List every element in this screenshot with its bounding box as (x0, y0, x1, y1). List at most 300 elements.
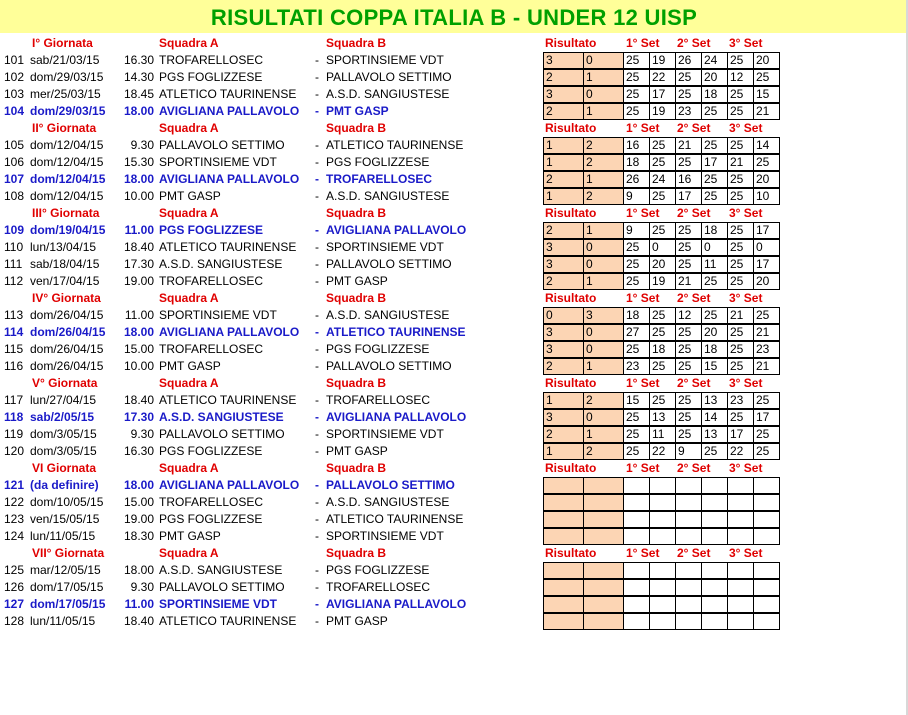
set-score-cell[interactable] (727, 613, 754, 630)
set-score-cell[interactable]: 18 (701, 86, 728, 103)
set-score-cell[interactable]: 9 (623, 188, 650, 205)
set-score-cell[interactable]: 25 (701, 443, 728, 460)
team-a: PMT GASP (159, 359, 221, 373)
set-score-cell[interactable]: 25 (753, 426, 780, 443)
match-row (0, 409, 780, 426)
set-score-cell[interactable] (649, 596, 676, 613)
team-separator: - (315, 580, 319, 594)
set-score-cell[interactable] (753, 562, 780, 579)
team-b: PALLAVOLO SETTIMO (326, 70, 452, 84)
score-a-cell[interactable] (543, 596, 584, 613)
set-score-cell[interactable]: 25 (701, 307, 728, 324)
header-risultato: Risultato (545, 376, 597, 390)
set-score-cell[interactable]: 11 (649, 426, 676, 443)
set-score-cell[interactable]: 22 (649, 69, 676, 86)
match-date: dom/29/03/15 (30, 70, 104, 84)
set-score-cell[interactable]: 25 (675, 222, 702, 239)
set-score-cell[interactable]: 18 (623, 307, 650, 324)
score-b-cell[interactable]: 3 (583, 307, 624, 324)
set-score-cell[interactable]: 25 (675, 392, 702, 409)
team-b: PGS FOGLIZZESE (326, 563, 430, 577)
set-score-cell[interactable]: 25 (623, 426, 650, 443)
match-date: dom/26/04/15 (30, 325, 106, 339)
match-row (0, 222, 780, 239)
team-separator: - (315, 240, 319, 254)
match-date: dom/12/04/15 (30, 172, 106, 186)
set-score-cell[interactable] (753, 613, 780, 630)
set-score-cell[interactable]: 25 (623, 273, 650, 290)
set-score-cell[interactable]: 25 (623, 443, 650, 460)
set-score-cell[interactable]: 25 (623, 256, 650, 273)
set-score-cell[interactable]: 18 (701, 341, 728, 358)
score-a-cell[interactable] (543, 613, 584, 630)
set-score-cell[interactable] (675, 613, 702, 630)
match-row (0, 562, 780, 579)
set-score-cell[interactable] (623, 494, 650, 511)
giornata-label: VII° Giornata (32, 546, 105, 560)
score-a-cell[interactable]: 3 (543, 341, 584, 358)
score-a-cell[interactable]: 2 (543, 358, 584, 375)
set-score-cell[interactable]: 25 (701, 188, 728, 205)
set-score-cell[interactable]: 19 (649, 273, 676, 290)
match-number: 120 (4, 444, 25, 458)
team-separator: - (315, 563, 319, 577)
set-score-cell[interactable]: 15 (753, 86, 780, 103)
score-a-cell[interactable] (543, 579, 584, 596)
set-score-cell[interactable]: 25 (649, 358, 676, 375)
set-score-cell[interactable]: 0 (753, 239, 780, 256)
set-score-cell[interactable] (727, 477, 754, 494)
score-b-cell[interactable]: 2 (583, 154, 624, 171)
set-score-cell[interactable]: 25 (701, 273, 728, 290)
set-score-cell[interactable]: 26 (675, 52, 702, 69)
set-score-cell[interactable]: 25 (675, 341, 702, 358)
giornata-header (0, 460, 780, 477)
set-score-cell[interactable]: 18 (623, 154, 650, 171)
team-separator: - (315, 495, 319, 509)
set-score-cell[interactable] (701, 562, 728, 579)
score-b-cell[interactable]: 1 (583, 222, 624, 239)
set-score-cell[interactable]: 9 (675, 443, 702, 460)
set-score-cell[interactable]: 25 (727, 171, 754, 188)
set-score-cell[interactable]: 18 (701, 222, 728, 239)
set-score-cell[interactable]: 11 (701, 256, 728, 273)
set-score-cell[interactable] (623, 562, 650, 579)
score-b-cell[interactable]: 0 (583, 86, 624, 103)
match-date: dom/12/04/15 (30, 138, 104, 152)
match-number: 113 (4, 308, 24, 322)
score-a-cell[interactable]: 3 (543, 256, 584, 273)
set-score-cell[interactable] (701, 494, 728, 511)
header-risultato: Risultato (545, 461, 597, 475)
score-b-cell[interactable]: 2 (583, 137, 624, 154)
match-number: 104 (4, 104, 25, 118)
match-number: 116 (4, 359, 24, 373)
set-score-cell[interactable] (727, 511, 754, 528)
set-score-cell[interactable]: 23 (727, 392, 754, 409)
team-b: SPORTINSIEME VDT (326, 240, 444, 254)
match-number: 127 (4, 597, 25, 611)
set-score-cell[interactable]: 25 (675, 256, 702, 273)
score-b-cell[interactable] (583, 596, 624, 613)
header-risultato: Risultato (545, 546, 597, 560)
set-score-cell[interactable]: 25 (727, 137, 754, 154)
set-score-cell[interactable] (623, 579, 650, 596)
set-score-cell[interactable]: 25 (675, 409, 702, 426)
match-number: 124 (4, 529, 25, 543)
match-row (0, 256, 780, 273)
match-number: 105 (4, 138, 25, 152)
score-a-cell[interactable]: 1 (543, 137, 584, 154)
set-score-cell[interactable]: 25 (727, 273, 754, 290)
team-separator: - (315, 87, 319, 101)
set-score-cell[interactable] (675, 528, 702, 545)
set-score-cell[interactable]: 25 (753, 443, 780, 460)
set-score-cell[interactable]: 25 (649, 222, 676, 239)
set-score-cell[interactable]: 25 (623, 341, 650, 358)
set-score-cell[interactable]: 20 (649, 256, 676, 273)
set-score-cell[interactable]: 21 (753, 358, 780, 375)
team-a: AVIGLIANA PALLAVOLO (159, 172, 300, 186)
set-score-cell[interactable]: 25 (623, 69, 650, 86)
score-b-cell[interactable]: 2 (583, 392, 624, 409)
giornata-header (0, 290, 780, 307)
set-score-cell[interactable] (649, 613, 676, 630)
set-score-cell[interactable] (727, 528, 754, 545)
giornata-label: IV° Giornata (32, 291, 101, 305)
team-a: SPORTINSIEME VDT (159, 308, 277, 322)
match-time: 15.00 (123, 495, 154, 509)
match-date: ven/15/05/15 (30, 512, 100, 526)
match-time: 18.00 (123, 325, 154, 339)
set-score-cell[interactable] (675, 562, 702, 579)
set-score-cell[interactable]: 21 (753, 324, 780, 341)
match-date: dom/17/05/15 (30, 580, 104, 594)
set-score-cell[interactable]: 25 (675, 86, 702, 103)
score-b-cell[interactable]: 0 (583, 52, 624, 69)
set-score-cell[interactable]: 17 (753, 409, 780, 426)
giornata-label: II° Giornata (32, 121, 97, 135)
set-score-cell[interactable]: 25 (675, 69, 702, 86)
set-score-cell[interactable]: 24 (649, 171, 676, 188)
set-score-cell[interactable]: 26 (623, 171, 650, 188)
set-score-cell[interactable]: 25 (675, 358, 702, 375)
set-score-cell[interactable]: 25 (675, 239, 702, 256)
set-score-cell[interactable]: 25 (675, 324, 702, 341)
set-score-cell[interactable]: 25 (753, 307, 780, 324)
set-score-cell[interactable] (649, 477, 676, 494)
set-score-cell[interactable]: 25 (701, 171, 728, 188)
team-a: A.S.D. SANGIUSTESE (159, 563, 283, 577)
match-number: 107 (4, 172, 25, 186)
set-score-cell[interactable]: 25 (727, 409, 754, 426)
score-a-cell[interactable]: 2 (543, 103, 584, 120)
set-score-cell[interactable]: 25 (623, 52, 650, 69)
score-a-cell[interactable] (543, 494, 584, 511)
set-score-cell[interactable]: 25 (727, 358, 754, 375)
header-set-3: 3° Set (729, 36, 763, 50)
set-score-cell[interactable]: 18 (649, 341, 676, 358)
score-b-cell[interactable]: 0 (583, 256, 624, 273)
set-score-cell[interactable]: 21 (753, 103, 780, 120)
set-score-cell[interactable]: 25 (623, 409, 650, 426)
set-score-cell[interactable]: 24 (701, 52, 728, 69)
score-a-cell[interactable] (543, 562, 584, 579)
set-score-cell[interactable] (675, 494, 702, 511)
set-score-cell[interactable] (649, 562, 676, 579)
score-a-cell[interactable] (543, 528, 584, 545)
set-score-cell[interactable]: 20 (701, 69, 728, 86)
set-score-cell[interactable]: 25 (727, 86, 754, 103)
set-score-cell[interactable] (701, 477, 728, 494)
score-b-cell[interactable]: 0 (583, 239, 624, 256)
header-set-3: 3° Set (729, 206, 763, 220)
score-b-cell[interactable]: 1 (583, 273, 624, 290)
set-score-cell[interactable]: 0 (701, 239, 728, 256)
set-score-cell[interactable] (623, 596, 650, 613)
score-b-cell[interactable]: 0 (583, 409, 624, 426)
score-a-cell[interactable] (543, 511, 584, 528)
score-b-cell[interactable]: 1 (583, 69, 624, 86)
header-set-3: 3° Set (729, 461, 763, 475)
set-score-cell[interactable]: 25 (623, 239, 650, 256)
set-score-cell[interactable] (727, 579, 754, 596)
score-a-cell[interactable]: 3 (543, 239, 584, 256)
team-b: A.S.D. SANGIUSTESE (326, 87, 450, 101)
score-a-cell[interactable]: 2 (543, 273, 584, 290)
match-date: lun/11/05/15 (30, 614, 96, 628)
set-score-cell[interactable]: 25 (753, 154, 780, 171)
set-score-cell[interactable]: 16 (675, 171, 702, 188)
match-number: 108 (4, 189, 25, 203)
set-score-cell[interactable]: 25 (727, 256, 754, 273)
score-b-cell[interactable]: 1 (583, 358, 624, 375)
score-b-cell[interactable] (583, 511, 624, 528)
set-score-cell[interactable]: 23 (753, 341, 780, 358)
match-time: 17.30 (123, 257, 154, 271)
header-set-2: 2° Set (677, 121, 711, 135)
match-time: 18.00 (123, 104, 154, 118)
set-score-cell[interactable]: 25 (727, 324, 754, 341)
score-b-cell[interactable] (583, 613, 624, 630)
header-squadra-b: Squadra B (326, 546, 387, 560)
set-score-cell[interactable] (727, 596, 754, 613)
header-set-1: 1° Set (626, 206, 660, 220)
set-score-cell[interactable]: 25 (649, 188, 676, 205)
score-b-cell[interactable]: 0 (583, 341, 624, 358)
set-score-cell[interactable]: 25 (623, 86, 650, 103)
team-a: PMT GASP (159, 529, 221, 543)
set-score-cell[interactable] (623, 528, 650, 545)
header-set-2: 2° Set (677, 461, 711, 475)
set-score-cell[interactable] (623, 613, 650, 630)
team-a: AVIGLIANA PALLAVOLO (159, 478, 300, 492)
score-b-cell[interactable] (583, 494, 624, 511)
score-b-cell[interactable]: 0 (583, 324, 624, 341)
set-score-cell[interactable]: 14 (753, 137, 780, 154)
set-score-cell[interactable]: 22 (727, 443, 754, 460)
score-a-cell[interactable]: 1 (543, 392, 584, 409)
set-score-cell[interactable]: 17 (675, 188, 702, 205)
score-b-cell[interactable]: 1 (583, 426, 624, 443)
team-separator: - (315, 53, 319, 67)
set-score-cell[interactable] (701, 528, 728, 545)
set-score-cell[interactable] (675, 477, 702, 494)
set-score-cell[interactable]: 23 (623, 358, 650, 375)
set-score-cell[interactable] (675, 511, 702, 528)
set-score-cell[interactable] (753, 579, 780, 596)
set-score-cell[interactable]: 25 (753, 392, 780, 409)
match-number: 114 (4, 325, 24, 339)
set-score-cell[interactable]: 25 (649, 307, 676, 324)
match-row (0, 188, 780, 205)
set-score-cell[interactable]: 25 (727, 239, 754, 256)
set-score-cell[interactable]: 13 (701, 392, 728, 409)
score-a-cell[interactable]: 1 (543, 443, 584, 460)
match-number: 112 (4, 274, 24, 288)
team-separator: - (315, 70, 319, 84)
set-score-cell[interactable]: 10 (753, 188, 780, 205)
set-score-cell[interactable] (753, 477, 780, 494)
match-number: 111 (4, 257, 23, 271)
set-score-cell[interactable]: 25 (753, 69, 780, 86)
score-a-cell[interactable]: 3 (543, 52, 584, 69)
set-score-cell[interactable] (753, 596, 780, 613)
set-score-cell[interactable]: 25 (649, 392, 676, 409)
set-score-cell[interactable]: 17 (753, 222, 780, 239)
set-score-cell[interactable] (727, 562, 754, 579)
score-a-cell[interactable]: 2 (543, 222, 584, 239)
set-score-cell[interactable]: 17 (649, 86, 676, 103)
set-score-cell[interactable]: 25 (649, 137, 676, 154)
header-set-1: 1° Set (626, 291, 660, 305)
set-score-cell[interactable]: 20 (753, 273, 780, 290)
set-score-cell[interactable]: 16 (623, 137, 650, 154)
set-score-cell[interactable]: 21 (675, 273, 702, 290)
score-b-cell[interactable] (583, 562, 624, 579)
header-set-1: 1° Set (626, 36, 660, 50)
set-score-cell[interactable]: 25 (701, 103, 728, 120)
set-score-cell[interactable]: 25 (701, 137, 728, 154)
set-score-cell[interactable] (623, 477, 650, 494)
set-score-cell[interactable]: 15 (701, 358, 728, 375)
set-score-cell[interactable]: 19 (649, 103, 676, 120)
set-score-cell[interactable] (701, 613, 728, 630)
score-a-cell[interactable]: 0 (543, 307, 584, 324)
set-score-cell[interactable]: 17 (753, 256, 780, 273)
set-score-cell[interactable]: 13 (701, 426, 728, 443)
match-date: sab/21/03/15 (30, 53, 100, 67)
score-a-cell[interactable]: 3 (543, 86, 584, 103)
team-separator: - (315, 155, 319, 169)
set-score-cell[interactable]: 14 (701, 409, 728, 426)
set-score-cell[interactable] (649, 579, 676, 596)
set-score-cell[interactable]: 25 (675, 154, 702, 171)
set-score-cell[interactable]: 19 (649, 52, 676, 69)
set-score-cell[interactable]: 20 (753, 171, 780, 188)
set-score-cell[interactable]: 20 (753, 52, 780, 69)
set-score-cell[interactable] (701, 511, 728, 528)
score-a-cell[interactable]: 2 (543, 426, 584, 443)
set-score-cell[interactable]: 25 (727, 222, 754, 239)
set-score-cell[interactable]: 23 (675, 103, 702, 120)
header-squadra-b: Squadra B (326, 376, 387, 390)
score-a-cell[interactable] (543, 477, 584, 494)
set-score-cell[interactable]: 12 (727, 69, 754, 86)
set-score-cell[interactable]: 21 (675, 137, 702, 154)
set-score-cell[interactable] (701, 596, 728, 613)
set-score-cell[interactable]: 17 (701, 154, 728, 171)
score-b-cell[interactable]: 1 (583, 103, 624, 120)
set-score-cell[interactable]: 17 (727, 426, 754, 443)
header-squadra-b: Squadra B (326, 461, 387, 475)
set-score-cell[interactable]: 25 (623, 103, 650, 120)
set-score-cell[interactable]: 21 (727, 307, 754, 324)
set-score-cell[interactable] (727, 494, 754, 511)
score-a-cell[interactable]: 2 (543, 171, 584, 188)
match-row (0, 613, 780, 630)
set-score-cell[interactable] (649, 528, 676, 545)
set-score-cell[interactable] (753, 494, 780, 511)
score-b-cell[interactable] (583, 579, 624, 596)
match-number: 117 (4, 393, 24, 407)
set-score-cell[interactable]: 0 (649, 239, 676, 256)
score-b-cell[interactable] (583, 477, 624, 494)
team-separator: - (315, 410, 319, 424)
score-a-cell[interactable]: 1 (543, 188, 584, 205)
header-risultato: Risultato (545, 206, 597, 220)
set-score-cell[interactable]: 12 (675, 307, 702, 324)
set-score-cell[interactable] (753, 511, 780, 528)
set-score-cell[interactable]: 20 (701, 324, 728, 341)
set-score-cell[interactable]: 25 (649, 324, 676, 341)
set-score-cell[interactable]: 25 (727, 103, 754, 120)
set-score-cell[interactable]: 25 (649, 154, 676, 171)
set-score-cell[interactable]: 25 (727, 188, 754, 205)
set-score-cell[interactable]: 25 (675, 426, 702, 443)
score-a-cell[interactable]: 3 (543, 409, 584, 426)
set-score-cell[interactable] (753, 528, 780, 545)
match-time: 11.00 (124, 223, 154, 237)
score-b-cell[interactable]: 2 (583, 188, 624, 205)
set-score-cell[interactable]: 21 (727, 154, 754, 171)
set-score-cell[interactable]: 9 (623, 222, 650, 239)
score-b-cell[interactable]: 2 (583, 443, 624, 460)
set-score-cell[interactable] (675, 579, 702, 596)
set-score-cell[interactable] (675, 596, 702, 613)
score-a-cell[interactable]: 2 (543, 69, 584, 86)
set-score-cell[interactable]: 25 (727, 52, 754, 69)
score-a-cell[interactable]: 1 (543, 154, 584, 171)
set-score-cell[interactable]: 15 (623, 392, 650, 409)
score-b-cell[interactable] (583, 528, 624, 545)
set-score-cell[interactable] (623, 511, 650, 528)
set-score-cell[interactable]: 27 (623, 324, 650, 341)
set-score-cell[interactable] (649, 494, 676, 511)
team-b: SPORTINSIEME VDT (326, 53, 444, 67)
set-score-cell[interactable]: 13 (649, 409, 676, 426)
set-score-cell[interactable]: 25 (727, 341, 754, 358)
score-a-cell[interactable]: 3 (543, 324, 584, 341)
set-score-cell[interactable] (649, 511, 676, 528)
set-score-cell[interactable]: 22 (649, 443, 676, 460)
team-separator: - (315, 597, 319, 611)
set-score-cell[interactable] (701, 579, 728, 596)
match-row (0, 528, 780, 545)
header-set-2: 2° Set (677, 291, 711, 305)
match-date: lun/27/04/15 (30, 393, 97, 407)
score-b-cell[interactable]: 1 (583, 171, 624, 188)
